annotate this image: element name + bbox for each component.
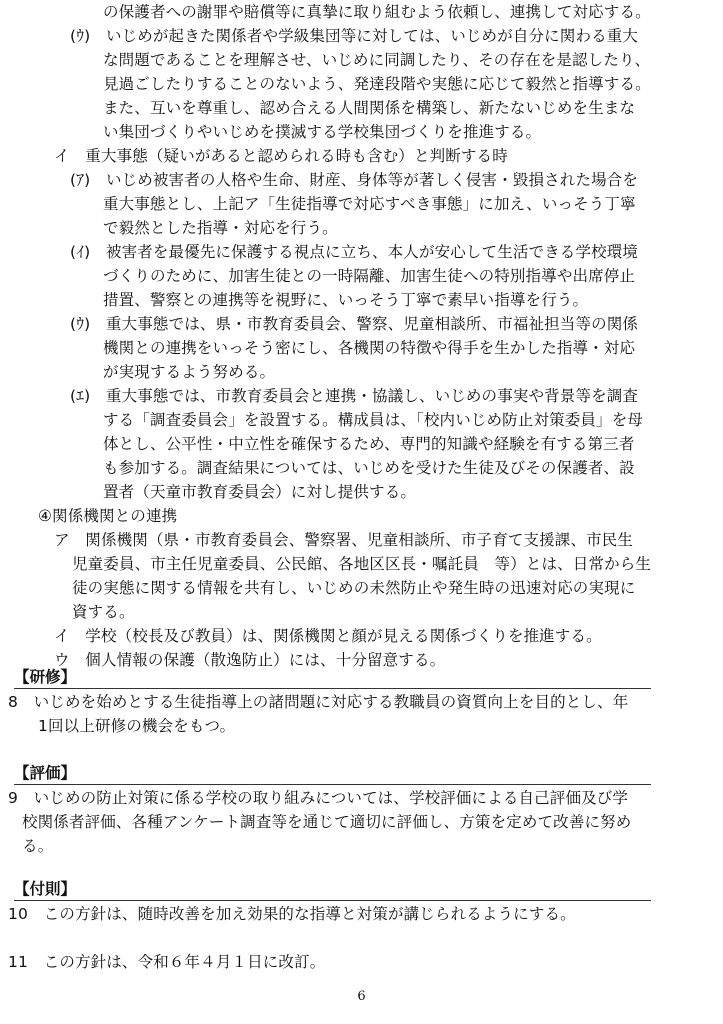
text-line: (ｳ) 重大事態では、県・市教育委員会、警察、児童相談所、市福祉担当等の関係 (70, 315, 639, 333)
text-line: の保護者への謝罪や賠償等に真摯に取り組むよう依頼し、連携して対応する。 (103, 3, 651, 21)
text-line: づくりのために、加害生徒との一時隔離、加害生徒への特別指導や出席停止 (103, 267, 636, 285)
text-line: 体とし、公平性・中立性を確保するため、専門的知識や経験を有する第三者 (103, 435, 635, 453)
text-line: 11 この方針は、令和６年４月１日に改訂。 (8, 953, 326, 971)
page-number: 6 (357, 989, 366, 1004)
text-line: 児童委員、市主任児童委員、公民館、各地区区長・嘱託員 等）とは、日常から生 (72, 555, 652, 573)
item-heading: イ 重大事態（疑いがあると認められる時も含む）と判断する時 (54, 147, 508, 165)
text-line: で毅然とした指導・対応を行う。 (103, 219, 338, 237)
text-line: 10 この方針は、随時改善を加え効果的な指導と対策が講じられるようにする。 (8, 905, 576, 923)
text-line: な問題であることを理解させ、いじめに同調したり、その存在を是認したり、 (103, 51, 651, 69)
text-line: (ｲ) 被害者を最優先に保護する視点に立ち、本人が安心して生活できる学校環境 (70, 243, 639, 261)
text-line: ウ 個人情報の保護（散逸防止）には、十分留意する。 (54, 651, 446, 669)
text-line: 重大事態とし、上記ア「生徒指導で対応すべき事態」に加え、いっそう丁寧 (103, 195, 636, 213)
text-line: (ｳ) いじめが起きた関係者や学級集団等に対しては、いじめが自分に関わる重大 (70, 27, 639, 45)
text-line: イ 学校（校長及び教員）は、関係機関と顔が見える関係づくりを推進する。 (54, 627, 602, 645)
text-line: (ｴ) 重大事態では、市教育委員会と連携・協議し、いじめの事実や背景等を調査 (70, 387, 639, 405)
section-heading: ④関係機関との連携 (38, 507, 178, 525)
text-line: 見過ごしたりすることのないよう、発達段階や実態に応じて毅然と指導する。 (103, 75, 651, 93)
text-line: 資する。 (72, 603, 135, 621)
text-line: また、互いを尊重し、認め合える人間関係を構築し、新たないじめを生まな (103, 99, 636, 117)
text-line: (ｱ) いじめ被害者の人格や生命、財産、身体等が著しく侵害・毀損された場合を (70, 171, 639, 189)
text-line: が実現するよう努める。 (103, 363, 276, 381)
text-line: る。 (22, 837, 54, 855)
text-line: ア 関係機関（県・市教育委員会、警察署、児童相談所、市子育て支援課、市民生 (54, 531, 634, 549)
text-line: 1回以上研修の機会をもつ。 (38, 717, 236, 735)
text-line: 9 いじめの防止対策に係る学校の取り組みについては、学校評価による自己評価及び学 (8, 789, 629, 807)
text-line: 8 いじめを始めとする生徒指導上の諸問題に対応する教職員の資質向上を目的とし、年 (8, 693, 629, 711)
text-line: 措置、警察との連携等を視野に、いっそう丁寧で素早い指導を行う。 (103, 291, 589, 309)
training-heading: 【研修】 (14, 666, 651, 689)
text-line: 機関との連携をいっそう密にし、各機関の特徴や得手を生かした指導・対応 (103, 339, 636, 357)
text-line: も参加する。調査結果については、いじめを受けた生徒及びその保護者、設 (103, 459, 635, 477)
evaluation-heading: 【評価】 (14, 762, 651, 785)
text-line: する「調査委員会」を設置する。構成員は、「校内いじめ防止対策委員」を母 (103, 411, 644, 429)
text-line: 置者（天童市教育委員会）に対し提供する。 (103, 483, 417, 501)
text-line: 徒の実態に関する情報を共有し、いじめの未然防止や発生時の迅速対応の実現に (72, 579, 636, 597)
text-line: 校関係者評価、各種アンケート調査等を通じて適切に評価し、方策を定めて改善に努め (22, 813, 632, 831)
supplementary-heading: 【付則】 (14, 878, 651, 901)
text-line: い集団づくりやいじめを撲滅する学校集団づくりを推進する。 (103, 123, 542, 141)
